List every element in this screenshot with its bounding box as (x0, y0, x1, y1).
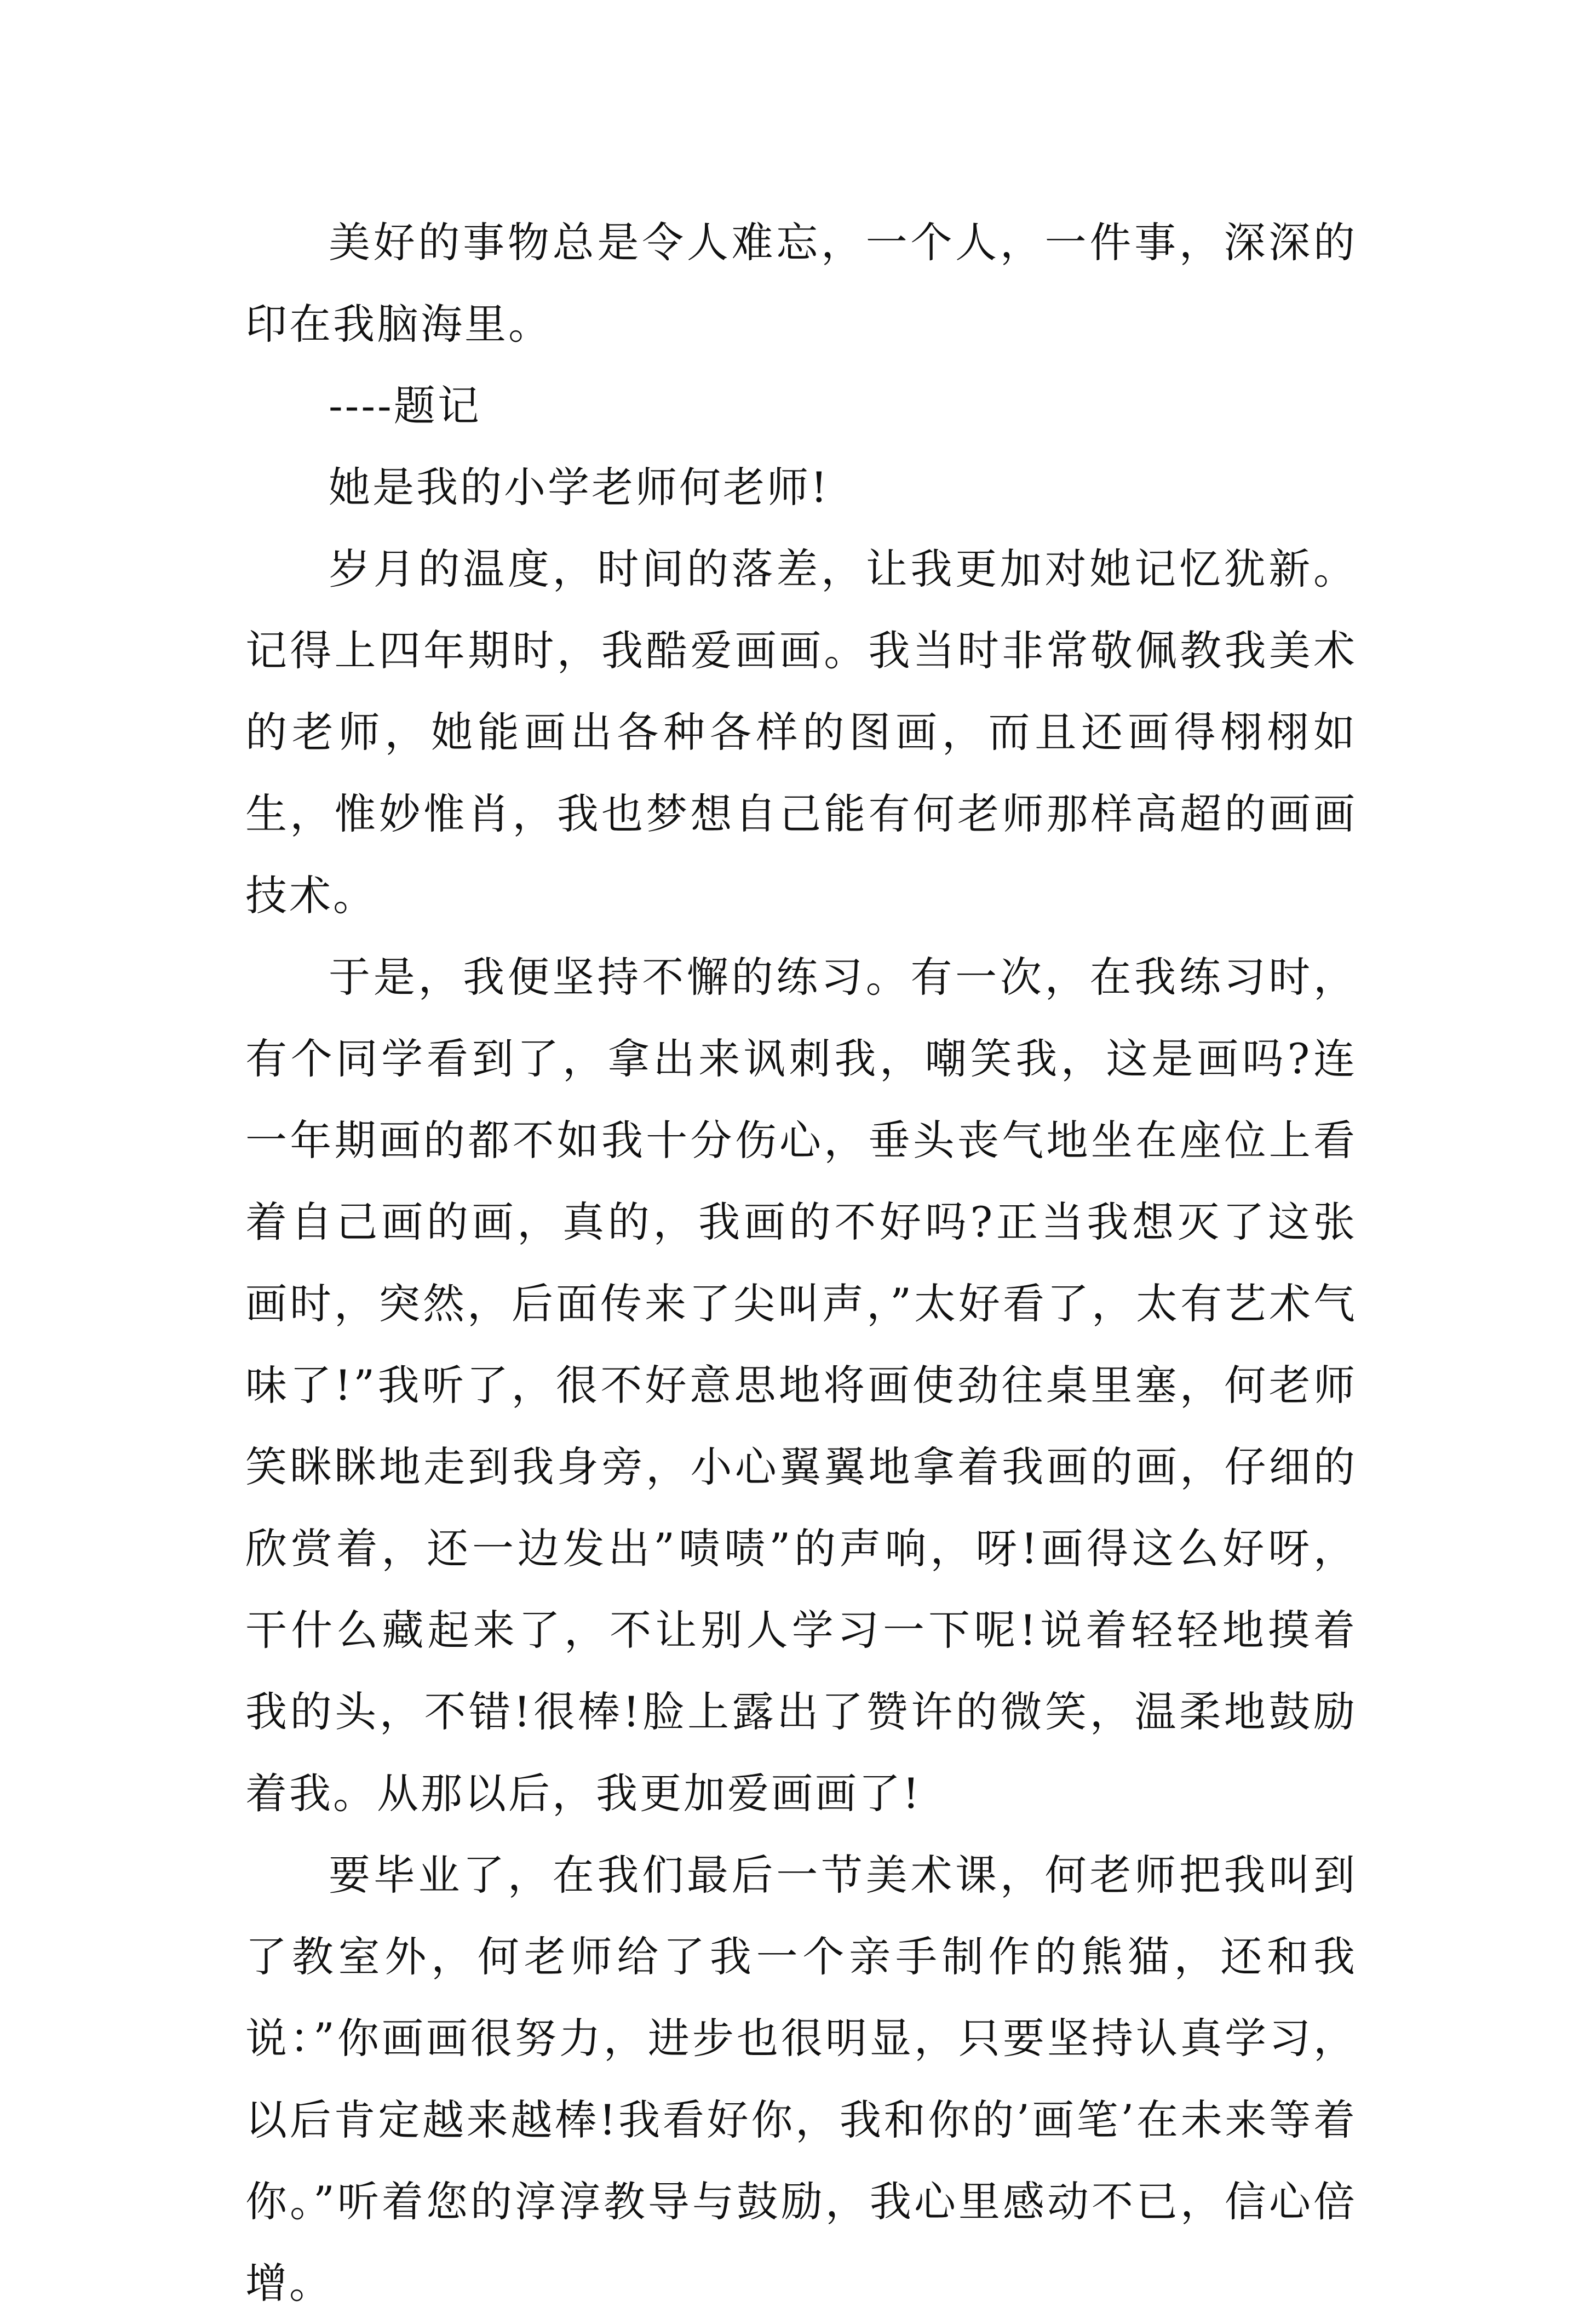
paragraph-inscription: ----题记 (329, 381, 481, 430)
paragraph-practice: 于是，我便坚持不懈的练习。有一次，在我练习时，有个同学看到了，拿出来讽刺我，嘲笑我，这是画吗?连一年期画的都不如我十分伤心，垂头丧气地坐在座位上看着自己画的画，真的，我画的不好吗?正当我想灭了这张画时，突然，后面传来了尖叫声，”太好看了，太有艺术气味了!”我听了，很不好意思地将画使劲往桌里塞，何老师笑眯眯地走到我身旁，小心翼翼地拿着我画的画，仔细的欣赏着，还一边发出”啧啧”的声响，呀!画得这么好呀，干什么藏起来了，不让别人学习一下呢!说着轻轻地摸着我的头，不错!很棒!脸上露出了赞许的微笑，温柔地鼓励着我。从那以后，我更加爱画画了! (245, 953, 1357, 1818)
paragraph-graduation: 要毕业了，在我们最后一节美术课，何老师把我叫到了教室外，何老师给了我一个亲手制作的熊猫，还和我说：”你画画很努力，进步也很明显，只要坚持认真学习，以后肯定越来越棒!我看好你，我和你的’画笔’在未来等着你。”听着您的淳淳教导与鼓励，我心里感动不已，信心倍增。 (245, 1851, 1357, 2308)
paragraph-intro: 她是我的小学老师何老师! (329, 463, 830, 512)
document-body (245, 202, 1357, 2324)
paragraph-memory: 岁月的温度，时间的落差，让我更加对她记忆犹新。记得上四年期时，我酷爱画画。我当时非常敬佩教我美术的老师，她能画出各种各样的图画，而且还画得栩栩如生，惟妙惟肖，我也梦想自己能有何老师那样高超的画画技术。 (245, 545, 1357, 920)
paragraph-opening: 美好的事物总是令人难忘，一个人，一件事，深深的印在我脑海里。 (245, 218, 1357, 348)
